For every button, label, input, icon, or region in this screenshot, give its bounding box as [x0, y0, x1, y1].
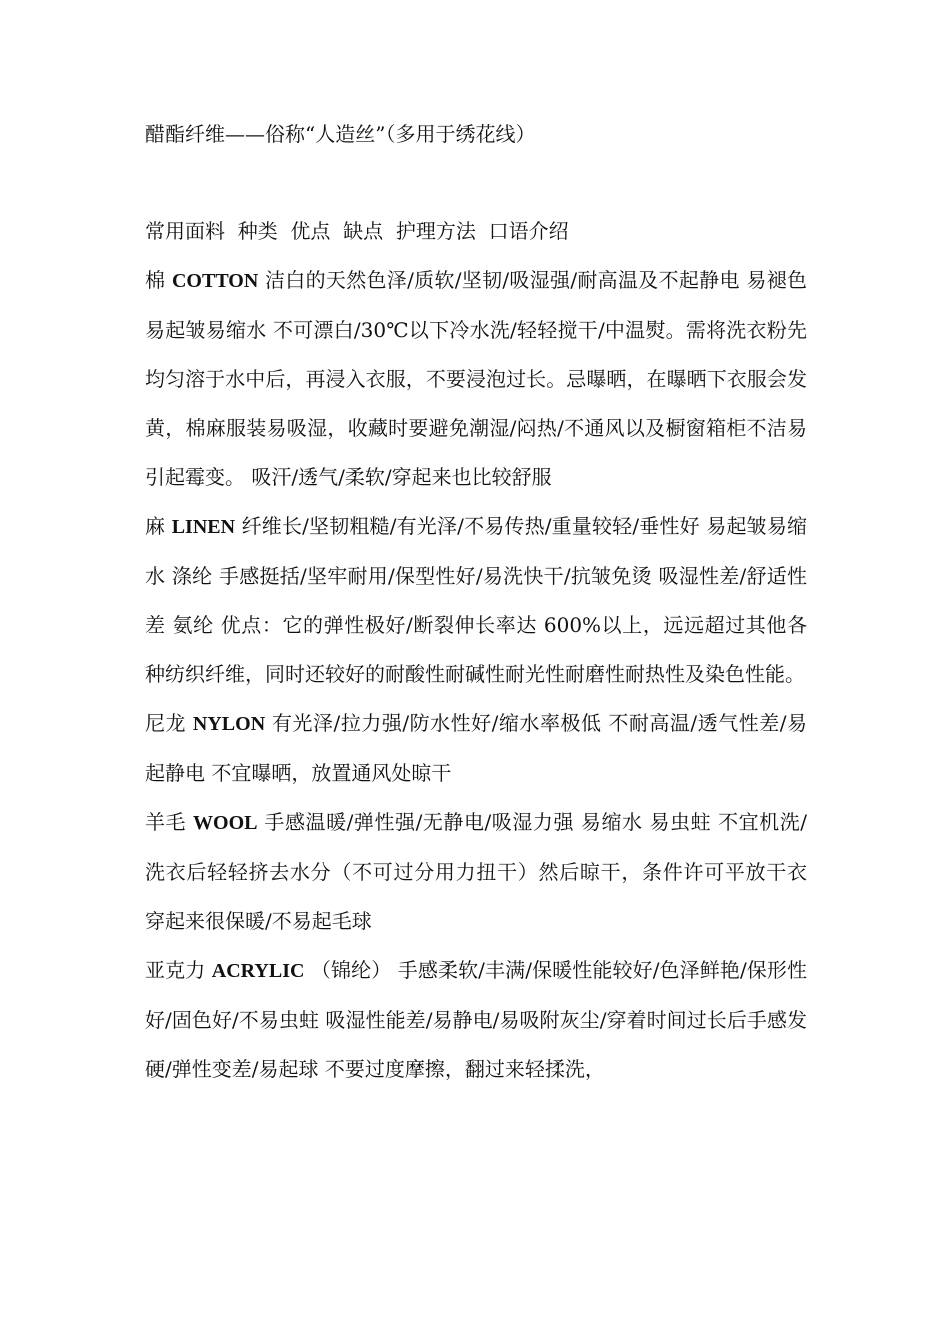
entry-nylon-text: 有光泽/拉力强/防水性好/缩水率极低 不耐高温/透气性差/易起静电 不宜曝晒，放置通风处晾干 [145, 711, 807, 785]
entry-cotton-name: 棉 [145, 268, 166, 292]
entry-nylon [145, 699, 807, 798]
entry-nylon-english: NYLON [192, 713, 266, 735]
fabric-table-header: 常用面料 种类 优点 缺点 护理方法 口语介绍 [145, 219, 569, 243]
entry-acrylic-english: ACRYLIC [211, 960, 305, 982]
entry-linen [145, 502, 807, 699]
entry-acrylic [145, 946, 807, 1094]
entry-cotton [145, 256, 807, 502]
entry-linen-text: 纤维长/坚韧粗糙/有光泽/不易传热/重量较轻/垂性好 易起皱易缩水 涤纶 手感挺括/坚牢耐用/保型性好/易洗快干/抗皱免烫 吸湿性差/舒适性差 氨纶 优点：它的弹性极好/断裂伸长率达 600%以上，远远超过其他各种纺织纤维，同时还较好的耐酸性耐碱性耐光性耐磨性耐热性及染色性能。 [145, 514, 808, 686]
document-body [145, 110, 807, 1094]
document-title: 醋酯纤维——俗称“人造丝”（多用于绣花线） [145, 122, 536, 146]
entry-wool-name: 羊毛 [145, 810, 187, 834]
entry-cotton-text: 洁白的天然色泽/质软/坚韧/吸湿强/耐高温及不起静电 易褪色易起皱易缩水 不可漂白/30℃以下冷水洗/轻轻搅干/中温熨。需将洗衣粉先均匀溶于水中后，再浸入衣服，不要浸泡过长。忌曝晒，在曝晒下衣服会发黄，棉麻服装易吸湿，收藏时要避免潮湿/闷热/不通风以及橱窗箱柜不洁易引起霉变。 吸汗/透气/柔软/穿起来也比较舒服 [145, 268, 808, 489]
entry-linen-english: LINEN [171, 516, 236, 538]
entry-linen-name: 麻 [145, 514, 166, 538]
entry-wool-english: WOOL [193, 812, 258, 834]
entry-acrylic-text: （锦纶） 手感柔软/丰满/保暖性能较好/色泽鲜艳/保形性好/固色好/不易虫蛀 吸湿性能差/易静电/易吸附灰尘/穿着时间过长后手感发硬/弹性变差/易起球 不要过度摩擦，翻过来轻揉洗， [145, 958, 808, 1081]
entry-wool-text: 手感温暖/弹性强/无静电/吸湿力强 易缩水 易虫蛀 不宜机洗/洗衣后轻轻挤去水分（不可过分用力扭干）然后晾干，条件许可平放干衣 穿起来很保暖/不易起毛球 [145, 810, 808, 933]
entry-cotton-english: COTTON [171, 270, 259, 292]
entry-wool [145, 798, 807, 946]
entry-nylon-name: 尼龙 [145, 711, 187, 735]
entry-acrylic-name: 亚克力 [145, 958, 206, 982]
